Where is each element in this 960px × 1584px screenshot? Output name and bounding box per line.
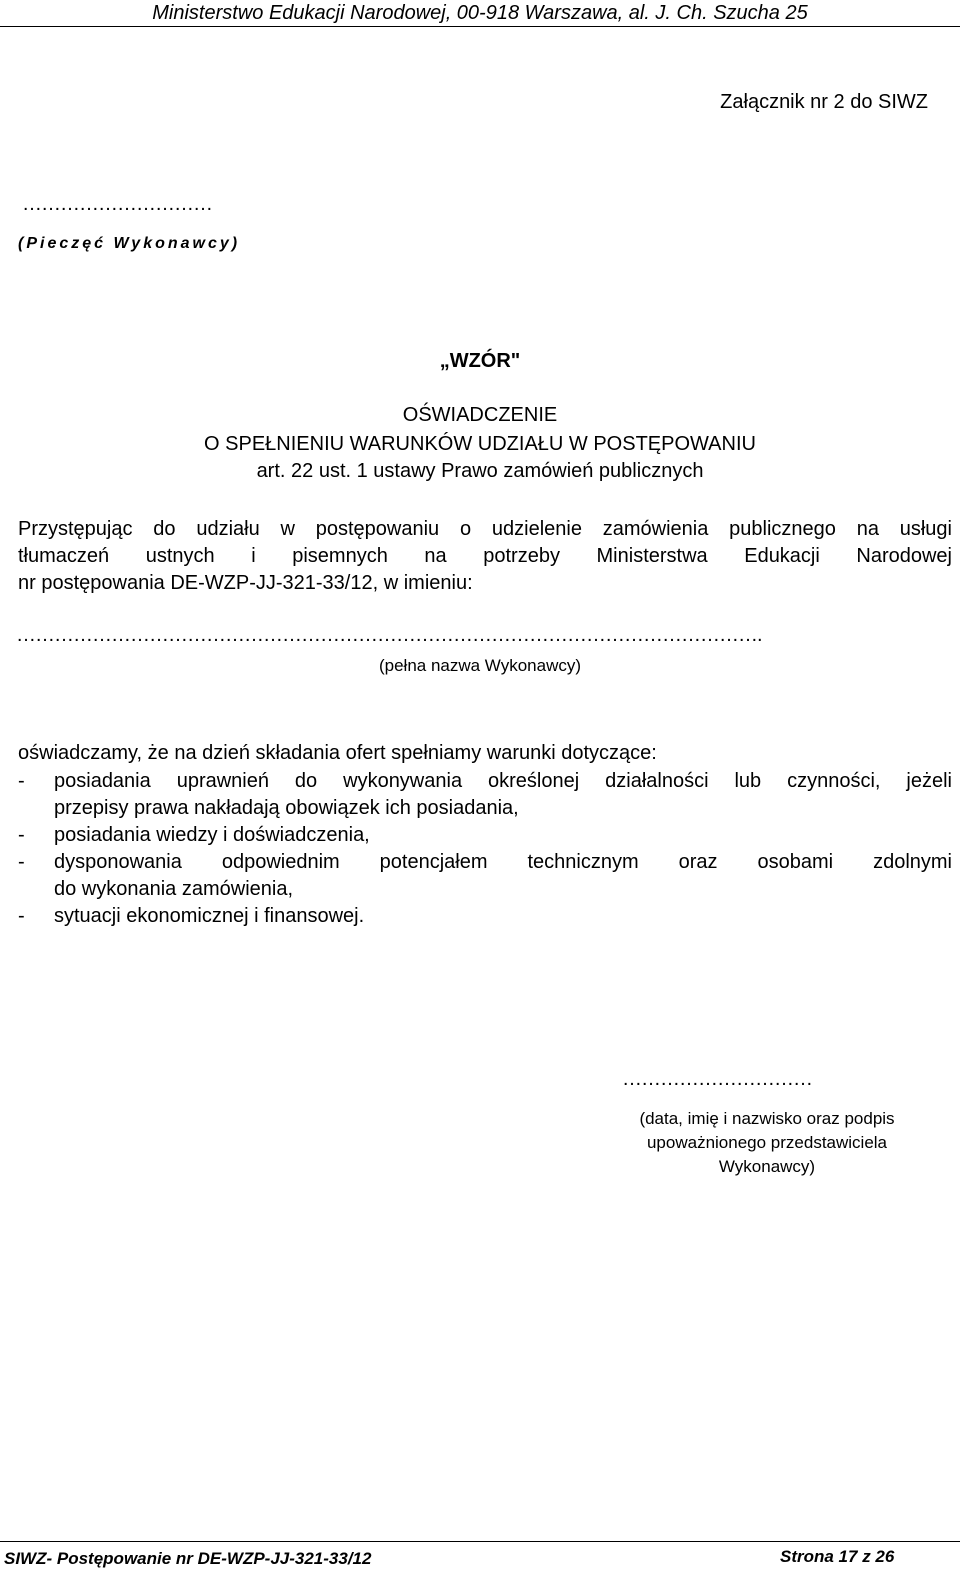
list-item: posiadania wiedzy i doświadczenia, [54,824,370,846]
legal-basis: art. 22 ust. 1 ustawy Prawo zamówień publicznych [256,460,704,482]
paragraph-line-2: tłumaczeń ustnych i pisemnych na potrzeby Ministerstwa Edukacji Narodowej [18,545,952,567]
contractor-name-line: ………………………………………………………………………………………………………. [16,624,762,646]
signature-label-line-2: upoważnionego przedstawiciela [646,1133,888,1152]
list-item-continuation: do wykonania zamówienia, [54,878,294,900]
annex-label: Załącznik nr 2 do SIWZ [720,91,928,113]
footer-reference: SIWZ- Postępowanie nr DE-WZP-JJ-321-33/12 [4,1549,372,1568]
list-item: posiadania uprawnień do wykonywania określonej działalności lub czynności, jeżeli [54,770,952,792]
bullet-dash: - [18,851,25,873]
bullet-dash: - [18,770,25,792]
signature-label-line-1: (data, imię i nazwisko oraz podpis [639,1109,895,1128]
paragraph-line-1: Przystępując do udziału w postępowaniu o udzielenie zamówienia publicznego na usługi [18,518,952,540]
list-item: sytuacji ekonomicznej i finansowej. [54,905,365,927]
declaration-title: OŚWIADCZENIE [402,404,558,426]
template-title: „WZÓR" [439,350,521,372]
bullet-dash: - [18,824,25,846]
signature-label-line-3: Wykonawcy) [718,1157,816,1176]
page-number: Strona 17 z 26 [780,1547,895,1566]
footer-divider [0,1541,960,1542]
header-divider [0,26,960,27]
bullet-dash: - [18,905,25,927]
page-header: Ministerstwo Edukacji Narodowej, 00-918 Warszawa, al. J. Ch. Szucha 25 [152,2,808,24]
stamp-label: (Pieczęć Wykonawcy) [18,235,241,252]
statement-intro: oświadczamy, że na dzień składania ofert spełniamy warunki dotyczące: [18,742,657,764]
stamp-placeholder-line: ………………………… [22,193,212,215]
signature-line: ………………………… [622,1068,812,1090]
paragraph-line-3: nr postępowania DE-WZP-JJ-321-33/12, w imieniu: [18,572,473,594]
list-item-continuation: przepisy prawa nakładają obowiązek ich posiadania, [54,797,519,819]
contractor-name-label: (pełna nazwa Wykonawcy) [378,656,582,675]
declaration-subtitle: O SPEŁNIENIU WARUNKÓW UDZIAŁU W POSTĘPOWANIU [204,433,756,455]
list-item: dysponowania odpowiednim potencjałem technicznym oraz osobami zdolnymi [54,851,952,873]
